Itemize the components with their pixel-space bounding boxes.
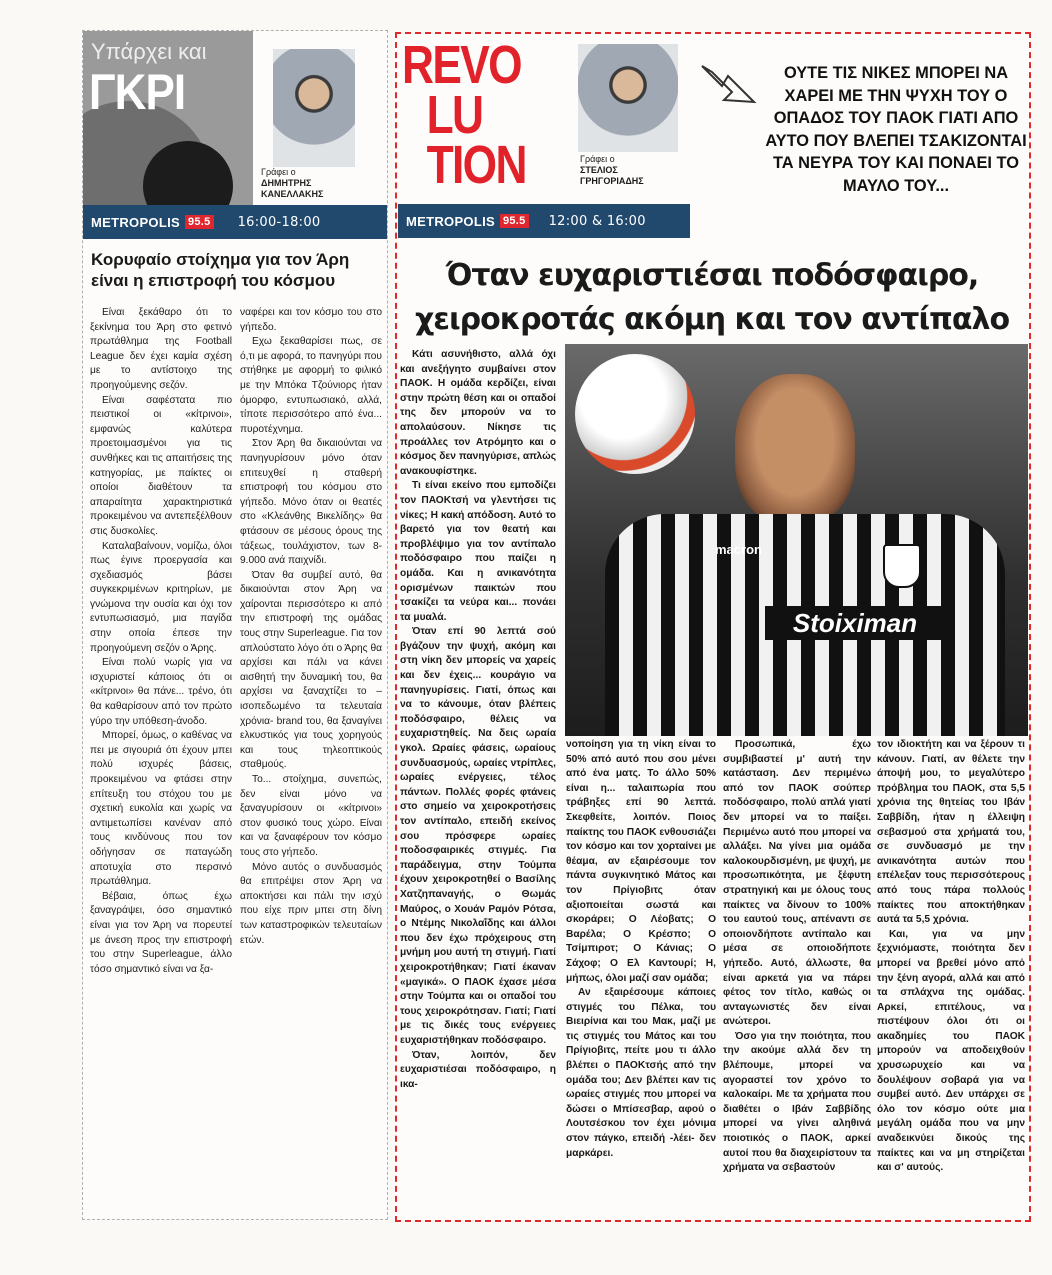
author-credit-2 xyxy=(580,154,690,187)
paragraph: Όταν επί 90 λεπτά σού βγάζουν την ψυχή, ακόμη και στη νίκη δεν μπορείς να χαρείς και δεν έχεις... κουράγιο να πανηγυρίσεις. Γιατί, όπως και να το κάνουμε, όταν βλέπεις ποδόσφαιρο, θέλεις να ευχαριστηθείς. Να δεις ωραία γκολ. Ωραίες φάσεις, ωραίους συνδυασμούς, ωραίες ντρίπλες, ωραίες ενέργειες, τέλος πάντων. Πολλές φορές φτάνεις στο σημείο να χειροκροτήσεις τον αντίπαλο, επειδή εκείνος σου πρόσφερε ωραίες ποδοσφαιρικές στιγμές. Για παράδειγμα, στην Τούμπα έχουν χειροκροτηθεί ο Βασίλης Χατζηπαναγής, ο Θωμάς Μαύρος, ο Χουάν Ραμόν Ρότσα, ο Ντέμης Νικολαΐδης και άλλοι που δεν έχω πρόχειρους στη μνήμη μου αυτή τη στιγμή. Γιατί χειροκροτήθηκαν; Γιατί έκαναν «μαγικά». Ο ΠΑΟΚ έχασε μέσα στην Τούμπα και οι οπαδοί του τους χειροκρότησαν. Γιατί; Γιατί με τις δικές τους ενέργειες ευχαριστήθηκαν ποδόσφαιρο. xyxy=(400,626,556,1046)
revolution-logo xyxy=(402,35,562,210)
paragraph: Το... στοίχημα, συνεπώς, δεν είναι μόνο να ξαναγυρίσουν οι «κίτρινοι» στον φυσικό τους χώρο. Είναι και να ξαναφέρουν τον κόσμο τους στο γήπεδο. xyxy=(240,774,382,858)
masthead-line-3: TION xyxy=(426,135,526,195)
right-text-col-d xyxy=(877,738,1025,1208)
headline-line-2: χειροκροτάς ακόμη και τον αντίπαλο xyxy=(414,302,1010,337)
player-photo xyxy=(565,344,1028,736)
paragraph: Είναι ξεκάθαρο ότι το ξεκίνημα του Άρη στο φετινό πρωτάθλημα της Football League δεν έχει καμία σχέση με το αντίστοιχο της προηγούμενης σεζόν. xyxy=(90,307,232,391)
paragraph: τον ιδιοκτήτη και να ξέρουν τι κάνουν. Γιατί, αν θέλετε την άποψή μου, το μεγαλύτερο πρόβλημα του ΠΑΟΚ, στα 5,5 χρόνια της θητείας του Ιβάν Σαββίδη, ήταν η έλλειψη σεβασμού στα χρήματά του, σε συνδυασμό με την ανικανότητα αυτών που επέλεξαν τους περισσότερους από τους πάρα πολλούς παίκτες που αποκτήθηκαν αυτά τα 5,5 χρόνια. xyxy=(877,739,1025,926)
masthead-line-2: LU xyxy=(426,85,483,145)
right-text-col-b xyxy=(566,738,716,1208)
author-name-first: ΔΗΜΗΤΡΗΣ xyxy=(261,178,312,188)
radio-time: 12:00 & 16:00 xyxy=(548,213,646,229)
author-name-last: ΓΡΗΓΟΡΙΑΔΗΣ xyxy=(580,176,644,186)
author-name-last: ΚΑΝΕΛΛΑΚΗΣ xyxy=(261,189,324,199)
column-title-top: Υπάρχει και xyxy=(91,39,207,64)
radio-name: METROPOLIS xyxy=(406,213,495,229)
arrow-icon xyxy=(698,56,760,108)
right-text-col-intro xyxy=(400,348,556,1206)
paragraph: Όσο για την ποιότητα, που την ακούμε αλλά δεν τη βλέπουμε, μπορεί να αγοραστεί τον χρόνο το καλοκαίρι. Με τα χρήματα που διαθέτει ο Ιβάν Σαββίδης μπορεί να γίνει αληθινά ποιοτικός ο ΠΑΟΚ, αρκεί αυτοί που θα διαχειρίστουν τα χρήματα να σεβαστούν xyxy=(723,1030,871,1174)
masthead-line-1: REVO xyxy=(402,35,521,95)
paragraph: Και, για να μην ξεχνιόμαστε, ποιότητα δεν μπορεί να βρεθεί μόνο από την ξένη αγορά, αλλά και από τα σπλάχνα της ομάδας. Αρκεί, επιτέλους, να πιστέψουν όλοι ότι οι ακαδημίες του ΠΑΟΚ μπορούν να αποδειχθούν χρυσωρυχείο και να δουλέψουν σοβαρά για να συμβεί αυτό. Δεν υπάρχει σε όλο τον κόσμο ούτε μια μεγάλη ομάδα που να μην αναδεικνύει δικούς της παίκτες και να μη στηρίζεται και σ' αυτούς. xyxy=(877,928,1025,1174)
radio-frequency: 95.5 xyxy=(185,215,214,229)
author-name-first: ΣΤΕΛΙΟΣ xyxy=(580,165,618,175)
author-photo-2 xyxy=(578,44,678,152)
paragraph: Βέβαια, όπως έχω ξαναγράψει, όσο σημαντικό είναι για τον Άρη να πορευτεί με άνεση προς την επιστροφή του στην Superleague, άλλο τόσο σημαντικό είναι να ξα- xyxy=(90,890,232,975)
left-headline: Κορυφαίο στοίχημα για τον Άρη είναι η επιστροφή του κόσμου xyxy=(91,250,350,290)
author-pre: Γράφει ο xyxy=(580,154,615,164)
column-title: ΓΚΡΙ xyxy=(89,64,186,120)
paragraph: Τι είναι εκείνο που εμποδίζει τον ΠΑΟΚτσή να γλεντήσει τις νίκες; Η κακή απόδοση. Αυτό το βαρετό για τον θεατή και προβλέψιμο για τον αντίπαλο ποδόσφαιρο που παίζει η ομάδα. Και η ανικανότητα ορισμένων παικτών που τσακίζει τα νεύρα και... πονάει τα μυαλά. xyxy=(400,480,556,623)
radio-name: METROPOLIS xyxy=(91,214,180,230)
gkri-logo xyxy=(83,31,253,205)
paragraph: Κάτι ασυνήθιστο, αλλά όχι και ανεξήγητο συμβαίνει στον ΠΑΟΚ. Η ομάδα κερδίζει, είναι στην πρώτη θέση και οι οπαδοί της δεν μπορούν να το απολαύσουν. Νίκησε τις προάλλες τον Ατρόμητο και ο κόσμος δεν πανηγύρισε, απλώς ανακουφίστηκε. xyxy=(400,349,556,477)
pull-quote: ΟΥΤΕ ΤΙΣ ΝΙΚΕΣ ΜΠΟΡΕΙ ΝΑ ΧΑΡΕΙ ΜΕ ΤΗΝ ΨΥΧΗ ΤΟΥ Ο ΟΠΑΔΟΣ ΤΟΥ ΠΑΟΚ ΓΙΑΤΙ ΑΠΟ ΑΥΤΟ ΠΟΥ ΒΛΕΠΕΙ ΤΣΑΚΙΖΟΝΤΑΙ ΤΑ ΝΕΥΡΑ ΤΟΥ ΚΑΙ ΠΟΝΑΕΙ ΤΟ ΜΑΥΛΟ ΤΟΥ... xyxy=(765,64,1027,195)
shirt-sponsor: Stoiximan xyxy=(765,606,945,640)
author-photo xyxy=(273,49,355,167)
left-text-col-2 xyxy=(240,306,382,1216)
author-pre: Γράφει ο xyxy=(261,167,296,177)
paragraph: Προσωπικά, έχω συμβιβαστεί μ' αυτή την κατάσταση. Δεν περιμένω από τον ΠΑΟΚ σούπερ ποδόσφαιρο, πολύ απλά γιατί δεν μπορεί να το παίξει. Περιμένω αυτό που μπορεί να αλλάξει. Να γίνει μια ομάδα καλοκουρδισμένη, με ψυχή, με προσωπικότητα, με ξέφυτη στρατηγική και με όλους τους παίκτες να δίνουν το 100% του εαυτού τους, απέναντι σε οποιονδήποτε αντίπαλο και μέσα σε οποιοδήποτε γήπεδο. Αυτό, άλλωστε, θα είναι αρκετά για να πάρει φέτος τον τίτλο, καθώς οι ανταγωνιστές δεν είναι ανώτεροι. xyxy=(723,739,871,1028)
shirt-brand: macron xyxy=(715,542,762,557)
paragraph: Όταν θα συμβεί αυτό, θα δικαιούνται στον Άρη να χαίρονται περισσότερο κι από την επιστροφή της ομάδας τους στην Superleague. Για τον απλούστατο λόγο ότι ο Άρης θα αρχίσει και πάλι να κάνει αισθητή την δυναμική του, θα αρχίσει να ξαναχτίζει το –ισοπεδωμένο τα τελευταία χρόνια- brand του, θα ξαναγίνει ελκυστικός για τους χορηγούς και τους τηλεοπτικούς σταθμούς. xyxy=(240,569,382,771)
paragraph: Μόνο αυτός ο συνδυασμός θα επιτρέψει στον Άρη να αποκτήσει και πάλι την ισχύ που είχε πριν μπει στη δίνη των καταστροφικών τελευταίων ετών. xyxy=(240,861,382,946)
paragraph: Είναι πολύ νωρίς για να ισχυριστεί κάποιος ότι οι «κίτρινοι» θα πάνε... τρένο, ότι θα καθαρίσουν από τον πρώτο γύρο την υπόθεση-άνοδο. xyxy=(90,657,232,727)
paragraph: Είναι σαφέστατα πιο πειστικοί οι «κίτρινοι», εμφανώς καλύτερα προετοιμασμένοι για τις συνθήκες και τις απαιτήσεις της κατηγορίας, με παίκτες οι οποίοι διαθέτουν τα απαραίτητα χαρακτηριστικά προκειμένου να αντεπεξέλθουν στις δυσκολίες. xyxy=(90,394,232,537)
radio-frequency: 95.5 xyxy=(500,214,529,228)
radio-bar-2 xyxy=(398,204,690,238)
player-face xyxy=(735,374,855,524)
paragraph: Όταν, λοιπόν, δεν ευχαριστιέσαι ποδόσφαιρο, η ικα- xyxy=(400,1049,556,1090)
paragraph: νοποίηση για τη νίκη είναι το 50% από αυτό που σου μένει από ένα ματς. Το άλλο 50% είναι η... ταλαιπωρία που τράβηξες επί 90 λεπτά. Σκεφθείτε, λοιπόν. Ποιος παίκτης του ΠΑΟΚ ενθουσιάζει τον κόσμο και τον χορταίνει με θέαμα, αν εξαιρέσουμε τον πάντα συγκινητικό Μάτος και τον Πρίγιοβιτς όταν αξιοποιείται σωστά και σκοράρει; Ο Λέοβατς; Ο Βαρέλα; Ο Κρέσπο; Ο Τσίμπιροτ; Ο Κάνιας; Ο Σάχοφ; Ο Ελ Καντουρί; Η, μήπως, όλοι μαζί σαν ομάδα; xyxy=(566,739,716,984)
ball-image xyxy=(575,354,695,474)
radio-time: 16:00-18:00 xyxy=(237,214,321,230)
right-headline xyxy=(398,254,1026,342)
right-text-col-c xyxy=(723,738,871,1208)
radio-bar xyxy=(83,205,387,239)
paragraph: Μπορεί, όμως, ο καθένας να πει με σιγουριά ότι έχουν μπει πολύ ισχυρές βάσεις, προκειμένου να φτάσει στην επίτευξη του στόχου του με σχετική ευκολία και χωρίς να αντιμετωπίσει κανέναν από τους κινδύνους που τον οδήγησαν σε παταγώδη αποτυχία στο περσινό πρωτάθλημα. xyxy=(90,730,232,888)
paragraph: ναφέρει και τον κόσμο του στο γήπεδο. xyxy=(240,307,382,333)
paragraph: Αν εξαιρέσουμε κάποιες στιγμές του Πέλκα, του Βιειρίνια και του Μακ, μαζί με τις στιγμές του Μάτος και του Πρίγιοβιτς, πείτε μου τι άλλο βλέπει ο ΠΑΟΚτσής από την ομάδα του; Δεν βλέπει καν τις ωραίες στιγμές που μπορεί να δώσει ο Μπίσεσβαρ, αφού ο Λουτσέσκου τον έχει μόνιμα στον πάγκο, επειδή -λέει- δεν μαρκάρει. xyxy=(566,987,716,1159)
club-crest-icon xyxy=(883,544,921,588)
left-text-col-1 xyxy=(90,306,232,1216)
paragraph: Στον Άρη θα δικαιούνται να πανηγυρίσουν μόνο όταν επιτευχθεί η σταθερή επιστροφή του κόσμου στο γήπεδο. Μόνο όταν οι θεατές στο «Κλεάνθης Βικελίδης» θα φτάσουν σε μέσους όρους της τάξεως, τουλάχιστον, των 8-9.000 ανά παιχνίδι. xyxy=(240,438,382,567)
author-credit xyxy=(261,167,381,200)
paragraph: Εχω ξεκαθαρίσει πως, σε ό,τι με αφορά, το πανηγύρι που στήθηκε με αφορμή το φιλικό με την Μπόκα Τζούνιορς ήταν όμορφο, εντυπωσιακό, αλλά, τίποτε περισσότερο από ένα... πυροτέχνημα. xyxy=(240,336,382,435)
paragraph: Καταλαβαίνουν, νομίζω, όλοι πως έγινε προεργασία και σχεδιασμός βάσει συγκεκριμένων κριτηρίων, με γνώμονα την ουσία και όχι τον εντυπωσιασμό, μια παγίδα στην οποία έπεσε την προηγούμενη σεζόν ο Άρης. xyxy=(90,540,232,654)
headline-line-1: Όταν ευχαριστιέσαι ποδόσφαιρο, xyxy=(445,258,979,293)
